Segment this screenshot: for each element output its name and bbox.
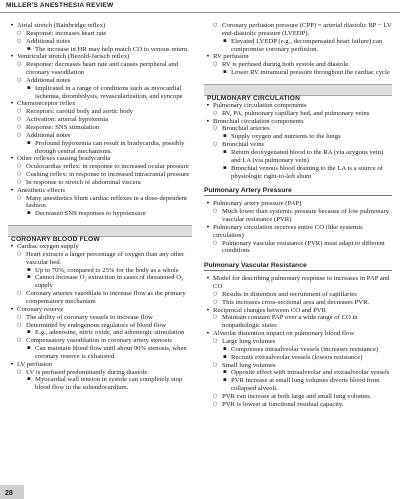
bullet-item-level-3: ▪ Cannot increase O₂ extraction in cases of threatened O₂ supply (8, 274, 192, 290)
subheading-pulmonary-artery-pressure: Pulmonary Artery Pressure (204, 187, 392, 196)
bullet-item-level-2: ○ Compensatory vasodilation in coronary artery stenosis (8, 337, 192, 345)
bullet-item-level-1: • Pulmonary circulation receives entire CO (like systemic circulation) (204, 224, 392, 240)
bullet-item-level-3: ▪ PVR increase at small lung volumes diverts blood from collapsed alveoli. (204, 377, 392, 393)
bullet-item-level-2: ○ PVR is lowest at functional residual capacity. (204, 401, 392, 409)
bullet-item-level-1: • Reciprocal changes between CO and PVR (204, 307, 392, 315)
bullet-item-level-2: ○ Activation: arterial hypoxemia (8, 116, 192, 124)
bullet-item-level-3: ▪ Profound hypoxemia can result in bradycardia, possibly through central mechanisms. (8, 140, 192, 156)
bullet-item-level-2: ○ Receptors: carotid body and aortic body (8, 108, 192, 116)
bullet-item-level-1: • Bronchial circulation components (204, 118, 392, 126)
bullet-item-level-1: • Cardiac oxygen supply (8, 243, 192, 251)
subheading-pulmonary-vascular-resistance: Pulmonary Vascular Resistance (204, 262, 392, 271)
bullet-item-level-2: ○ Pulmonary vascular resistance (PVR) must adapt to different conditions (204, 240, 392, 256)
bullet-item-level-3: ▪ Up to 70%, compared to 25% for the body as a whole (8, 267, 192, 275)
bullet-item-level-1: • Anesthetic effects (8, 187, 192, 195)
bullet-item-level-2: ○ Heart extracts a larger percentage of oxygen than any other vascular bed. (8, 251, 192, 267)
bullet-item-level-1: • Ventricular stretch (Bezold-Jarisch reflex) (8, 53, 192, 61)
pvr-list (204, 275, 392, 408)
bullet-item-level-3: ▪ The increase in HR may help match CO to venous return. (8, 46, 192, 54)
bullet-item-level-2: ○ The ability of coronary vessels to increase flow (8, 314, 192, 322)
bullet-item-level-3: ▪ Myocardial wall tension in systole can completely stop blood flow in the subendocardium. (8, 376, 192, 392)
bullet-item-level-2: ○ Much lower than systemic pressure because of low pulmonary vascular resistance (PVR) (204, 208, 392, 224)
bullet-item-level-2: ○ Response: SNS stimulation (8, 124, 192, 132)
bullet-item-level-2: ○ Coronary perfusion pressure (CPP) = arterial diastolic BP − LV end-diastolic pressure (LVEDP). (204, 22, 392, 38)
bullet-item-level-2: ○ Many anesthetics blunt cardiac reflexes in a dose-dependent fashion. (8, 195, 192, 211)
section-heading-coronary-blood-flow (8, 225, 192, 244)
coronary-list (8, 243, 192, 392)
bullet-item-level-1: • Coronary reserve (8, 306, 192, 314)
bullet-item-level-2: ○ Large lung volumes (204, 338, 392, 346)
pulmonary-circulation-list (204, 102, 392, 180)
bullet-item-level-1: • RV perfusion (204, 53, 392, 61)
page-number: 28 (5, 490, 13, 497)
bullet-item-level-1: • Pulmonary artery pressure (PAP) (204, 200, 392, 208)
bullet-item-level-3: ▪ Implicated in a range of conditions such as myocardial ischemia, thrombolysis, revascularization, and syncope (8, 85, 192, 101)
bullet-item-level-2: ○ Additional notes (8, 38, 192, 46)
bullet-item-level-1: • Other reflexes causing bradycardia (8, 155, 192, 163)
bullet-item-level-3: ▪ Return deoxygenated blood to the RA (via azygous vein) and LA (via pulmonary vein) (204, 149, 392, 165)
running-header (0, 0, 400, 13)
section-heading-pulmonary-circulation (204, 84, 392, 102)
bullet-item-level-2: ○ Determined by endogenous regulators of blood flow (8, 322, 192, 330)
right-column (204, 22, 392, 409)
bullet-item-level-1: • Chemoreceptor reflex (8, 100, 192, 108)
left-column (8, 22, 192, 392)
bullet-item-level-2: ○ RV is perfused during both systole and diastole. (204, 61, 392, 69)
bullet-item-level-2: ○ Small lung volumes (204, 362, 392, 370)
bullet-item-level-2: ○ Results in distention and recruitment of capillaries (204, 291, 392, 299)
bullet-item-level-2: ○ LV is perfused predominantly during diastole. (8, 369, 192, 377)
bullet-item-level-2: ○ PVR can increase at both large and small lung volumes. (204, 393, 392, 401)
section-heading-text: PULMONARY CIRCULATION (207, 94, 301, 102)
bullet-item-level-2: ○ This increases cross-sectional area and decreases PVR. (204, 299, 392, 307)
bullet-item-level-2: ○ Coronary arteries vasodilate to increase flow as the primary compensatory mechanism (8, 290, 192, 306)
bullet-item-level-2: ○ Cushing reflex: in response to increased intracranial pressure (8, 171, 192, 179)
bullet-item-level-2: ○ Additional notes (8, 132, 192, 140)
bullet-item-level-1: • Atrial stretch (Bainbridge reflex) (8, 22, 192, 30)
pap-list (204, 200, 392, 255)
bullet-item-level-3: ▪ E.g., adenosine, nitric oxide, and adrenergic stimulation (8, 329, 192, 337)
bullet-item-level-3: ▪ Supply oxygen and nutrients to the lungs (204, 133, 392, 141)
bullet-item-level-3: ▪ Bronchial venous blood draining to the LA is a source of physiologic right-to-left shunt (204, 165, 392, 181)
bullet-item-level-3: ▪ Elevated LVEDP (e.g., decompensated heart failure) can compromise coronary perfusion. (204, 38, 392, 54)
perfusion-list (204, 22, 392, 77)
bullet-item-level-2: ○ Additional notes (8, 77, 192, 85)
reflex-list (8, 22, 192, 218)
bullet-item-level-3: ▪ Opposite effect with intraalveolar and extraalveolar vessels (204, 369, 392, 377)
bullet-item-level-3: ▪ Can maintain blood flow until about 90% stenosis, when coronary reserve is exhausted (8, 345, 192, 361)
bullet-item-level-2: ○ Response: decreases heart rate and causes peripheral and coronary vasodilation (8, 61, 192, 77)
page-number-box (0, 485, 24, 499)
bullet-item-level-1: • Alveolar distention impact on pulmonary blood flow (204, 330, 392, 338)
bullet-item-level-3: ▪ Lower RV intramural pressure throughout the cardiac cycle (204, 69, 392, 77)
bullet-item-level-1: • Pulmonary circulation components (204, 102, 392, 110)
bullet-item-level-1: • LV perfusion (8, 361, 192, 369)
bullet-item-level-2: ○ RV, PA, pulmonary capillary bed, and pulmonary veins (204, 110, 392, 118)
bullet-item-level-2: ○ Bronchial arteries (204, 125, 392, 133)
bullet-item-level-3: ▪ Compresses intraalveolar vessels (increases resistance) (204, 346, 392, 354)
running-header-title: MILLER'S ANESTHESIA REVIEW (6, 2, 114, 9)
bullet-item-level-2: ○ Bronchial veins (204, 141, 392, 149)
bullet-item-level-3: ▪ Recruits extraalveolar vessels (lowers resistance) (204, 354, 392, 362)
bullet-item-level-2: ○ In response to stretch of abdominal viscera (8, 179, 192, 187)
bullet-item-level-2: ○ Oculocardiac reflex: in response to increased ocular pressure (8, 163, 192, 171)
bullet-item-level-1: • Model for describing pulmonary response to increases in PAP and CO (204, 275, 392, 291)
bullet-item-level-2: ○ Maintain constant PAP over a wide range of CO in nonpathologic states (204, 314, 392, 330)
bullet-item-level-2: ○ Response: increases heart rate (8, 30, 192, 38)
section-heading-text: CORONARY BLOOD FLOW (11, 236, 100, 244)
bullet-item-level-3: ▪ Decreased SNS responses to hypotension (8, 210, 192, 218)
